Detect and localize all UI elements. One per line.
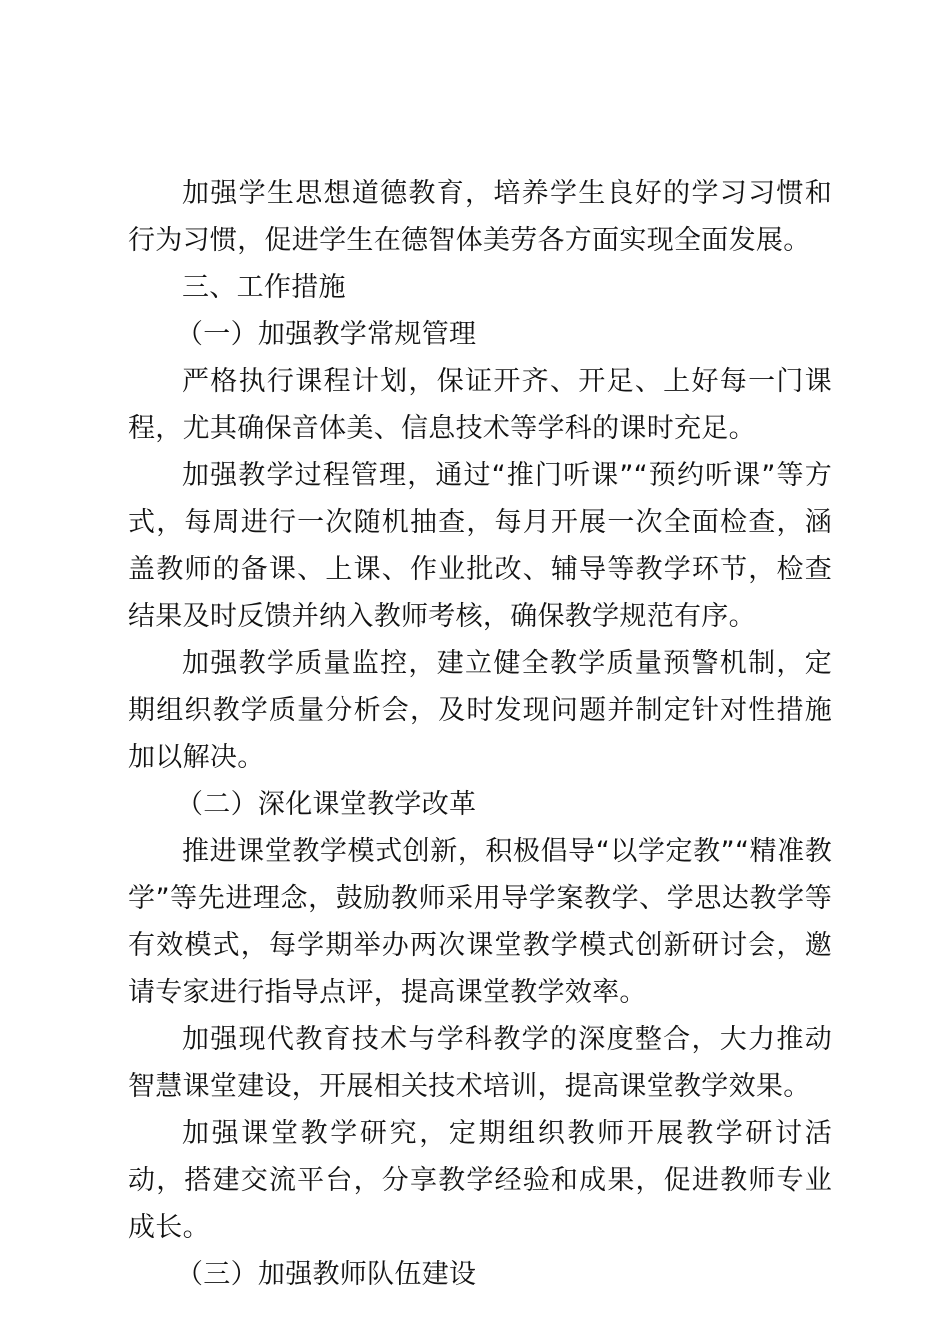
paragraph-teaching-model-innovation: 推进课堂教学模式创新，积极倡导“以学定教”“精准教学”等先进理念，鼓励教师采用导学案教学、学思达教学等有效模式，每学期举办两次课堂教学模式创新研讨会，邀请专家进行指导点评，提高课堂教学效率。 <box>128 836 832 1008</box>
paragraph-education-technology: 加强现代教育技术与学科教学的深度整合，大力推动智慧课堂建设，开展相关技术培训，提高课堂教学效果。 <box>128 1024 832 1102</box>
paragraph-moral-education: 加强学生思想道德教育，培养学生良好的学习习惯和行为习惯，促进学生在德智体美劳各方面实现全面发展。 <box>128 178 832 256</box>
paragraph-teaching-research: 加强课堂教学研究，定期组织教师开展教学研讨活动，搭建交流平台，分享教学经验和成果，促进教师专业成长。 <box>128 1118 832 1243</box>
subsection-heading-teacher-team: （三）加强教师队伍建设 <box>176 1259 477 1290</box>
subsection-heading-classroom-reform: （二）深化课堂教学改革 <box>176 789 477 820</box>
paragraph-curriculum-plan: 严格执行课程计划，保证开齐、开足、上好每一门课程，尤其确保音体美、信息技术等学科的课时充足。 <box>128 366 832 444</box>
paragraph-quality-monitoring: 加强教学质量监控，建立健全教学质量预警机制，定期组织教学质量分析会，及时发现问题并制定针对性措施加以解决。 <box>128 648 832 773</box>
section-heading-measures: 三、工作措施 <box>182 272 346 303</box>
paragraph-process-management: 加强教学过程管理，通过“推门听课”“预约听课”等方式，每周进行一次随机抽查，每月开展一次全面检查，涵盖教师的备课、上课、作业批改、辅导等教学环节，检查结果及时反馈并纳入教师考核，确保教学规范有序。 <box>128 460 832 632</box>
document-body <box>128 170 832 1298</box>
subsection-heading-routine-management: （一）加强教学常规管理 <box>176 319 477 350</box>
